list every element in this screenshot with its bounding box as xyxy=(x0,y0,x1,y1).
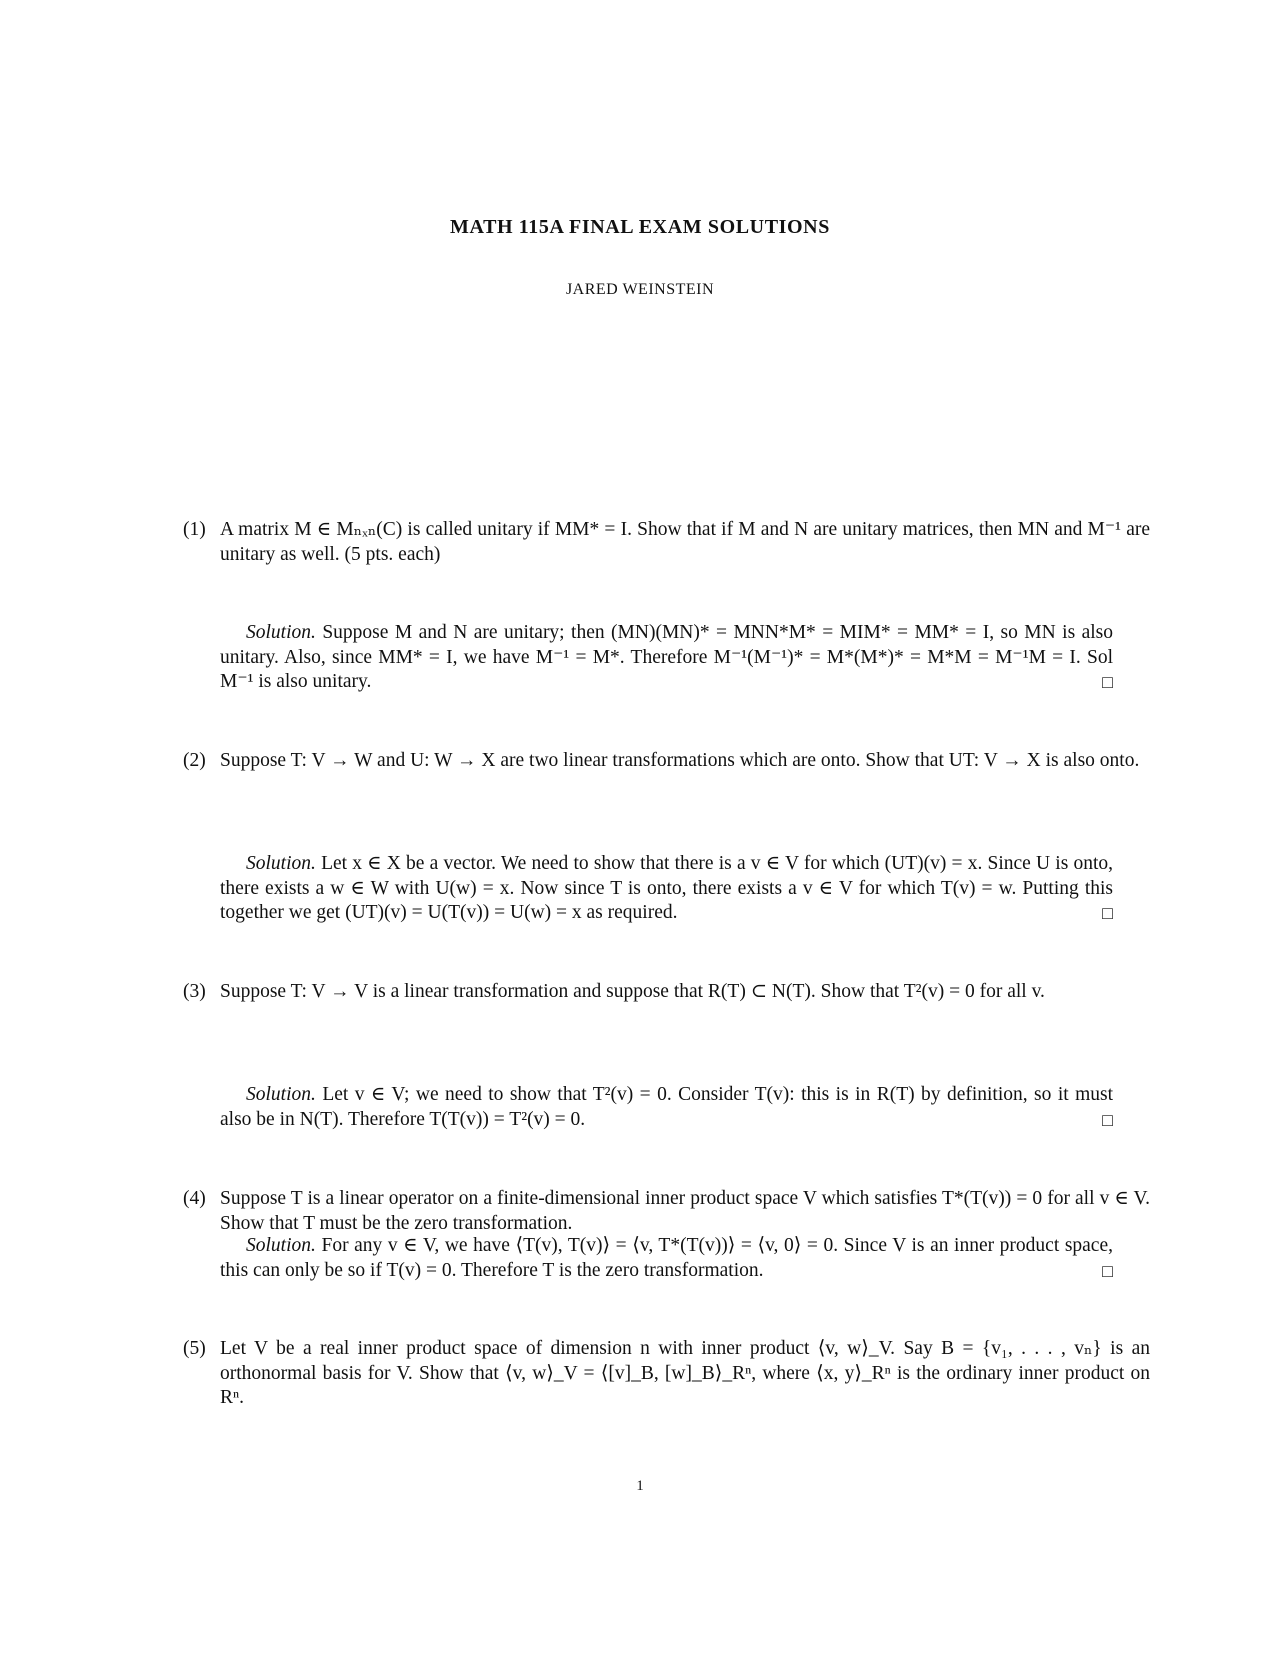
solution-text: Let x ∈ X be a vector. We need to show that there is a v ∈ V for which (UT)(v) = x. Since U is onto, there exists a w ∈ W with U(w) = x. Now since T is onto, there exists a v ∈ V for which T(v) = w. Putting this together we get (UT)(v) = U(T(v)) = U(w) = x as required. xyxy=(220,853,1114,923)
solution-label: Solution. xyxy=(246,853,316,874)
problem-number: (5) xyxy=(183,1338,206,1359)
page-number: 1 xyxy=(636,1478,644,1494)
document-title: MATH 115A FINAL EXAM SOLUTIONS xyxy=(450,216,830,238)
problem-statement: Let V be a real inner product space of dimension n with inner product ⟨v, w⟩_V. Say B = {v₁, . . . , vₙ} is an orthonormal basis for V. Show that ⟨v, w⟩_V = ⟨[v]_B, [w]_B⟩_Rⁿ, where ⟨x, y⟩_Rⁿ is the ordinary inner product on Rⁿ. xyxy=(220,1338,1150,1408)
problem-number: (2) xyxy=(183,750,206,771)
problem-2 xyxy=(183,749,1150,774)
problem-statement: Suppose T is a linear operator on a finite-dimensional inner product space V which satisfies T*(T(v)) = 0 for all v ∈ V. Show that T must be the zero transformation. xyxy=(220,1188,1150,1234)
problem-5 xyxy=(183,1337,1150,1411)
solution-4 xyxy=(220,1234,1113,1283)
solution-3 xyxy=(220,1083,1113,1132)
problem-number: (3) xyxy=(183,981,206,1002)
qed-box-icon: □ xyxy=(1102,672,1113,692)
problem-1 xyxy=(183,518,1150,567)
problem-3 xyxy=(183,980,1150,1005)
problem-statement: Suppose T: V → V is a linear transformation and suppose that R(T) ⊂ N(T). Show that T²(v) = 0 for all v. xyxy=(220,981,1045,1002)
solution-1 xyxy=(220,621,1113,695)
solution-text: Suppose M and N are unitary; then (MN)(MN)* = MNN*M* = MIM* = MM* = I, so MN is also unitary. Also, since MM* = I, we have M⁻¹ = M*. Therefore M⁻¹(M⁻¹)* = M*(M*)* = M*M = M⁻¹M = I. Sol M⁻¹ is also unitary. xyxy=(220,622,1114,692)
problem-number: (4) xyxy=(183,1188,206,1209)
problem-4 xyxy=(183,1187,1150,1236)
solution-label: Solution. xyxy=(246,622,316,643)
problem-number: (1) xyxy=(183,519,206,540)
solution-label: Solution. xyxy=(246,1235,316,1256)
solution-label: Solution. xyxy=(246,1084,316,1105)
qed-box-icon: □ xyxy=(1102,1109,1113,1130)
solution-2 xyxy=(220,852,1113,926)
problem-statement: A matrix M ∈ Mₙₓₙ(C) is called unitary if MM* = I. Show that if M and N are unitary matrices, then MN and M⁻¹ are unitary as well. (5 pts. each) xyxy=(220,519,1150,565)
solution-text: Let v ∈ V; we need to show that T²(v) = 0. Consider T(v): this is in R(T) by definition, so it must also be in N(T). Therefore T(T(v)) = T²(v) = 0. xyxy=(220,1084,1113,1130)
qed-box-icon: □ xyxy=(1102,1260,1113,1281)
problem-statement: Suppose T: V → W and U: W → X are two linear transformations which are onto. Show that UT: V → X is also onto. xyxy=(220,750,1140,771)
solution-text: For any v ∈ V, we have ⟨T(v), T(v)⟩ = ⟨v, T*(T(v))⟩ = ⟨v, 0⟩ = 0. Since V is an inner product space, this can only be so if T(v) = 0. Therefore T is the zero transformation. xyxy=(220,1235,1113,1281)
author-name: JARED WEINSTEIN xyxy=(565,281,715,298)
qed-box-icon: □ xyxy=(1102,903,1113,923)
